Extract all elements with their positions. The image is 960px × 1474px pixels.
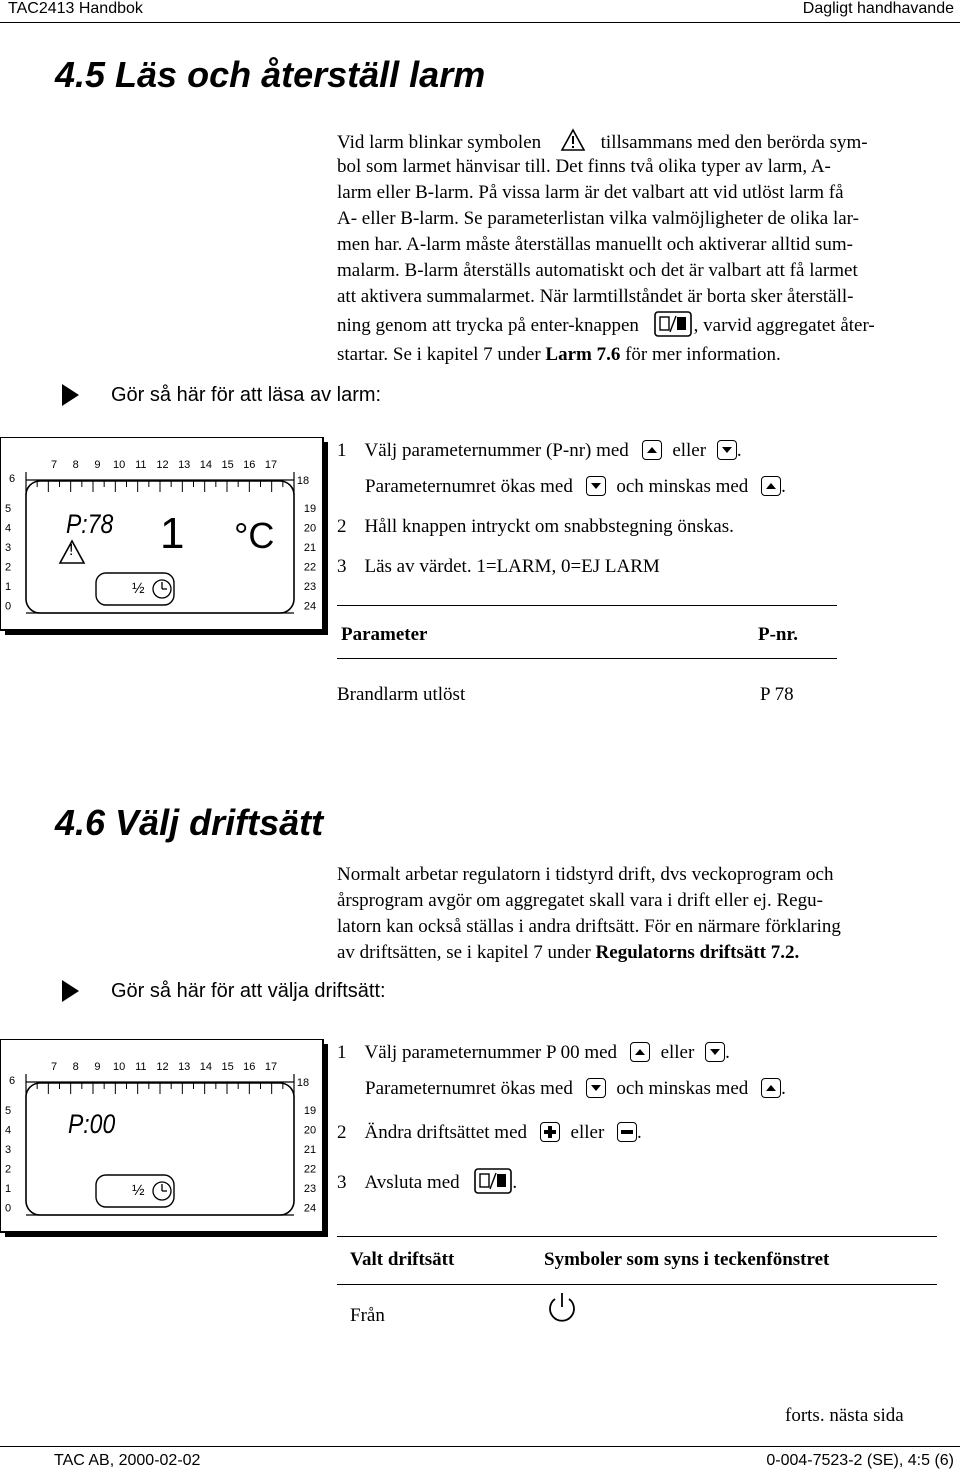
doc-footer-left: TAC AB, 2000-02-02 [54,1452,201,1469]
doc-footer-right: 0-004-7523-2 (SE), 4:5 (6) [766,1452,954,1469]
lcd-scale-label: 9 [94,1061,101,1073]
lcd-scale-label: 21 [303,1144,317,1156]
table-rule-mid [337,1284,937,1285]
table-cell: Brandlarm utlöst [337,684,466,705]
table-cell: Från [350,1305,385,1326]
continued-note: forts. nästa sida [785,1405,904,1426]
lcd-scale-label: 15 [221,459,234,471]
lcd-scale-label: 4 [4,1124,12,1137]
lcd-display-mode [0,1039,330,1239]
lcd-scale-label: 1 [4,581,12,593]
up-key-icon [642,440,662,460]
lcd-scale-label: 21 [303,542,317,554]
down-key-icon [717,440,737,460]
lcd-scale-label: 18 [296,475,310,487]
down-key-icon [705,1042,725,1062]
table-header-parameter: Parameter [341,624,428,645]
lcd-scale-label: 4 [4,522,12,535]
lcd-scale-label: 20 [303,1124,317,1137]
lcd-scale-label: 19 [303,1105,317,1117]
lcd-scale-label: 14 [199,459,213,471]
table-header-symbols: Symboler som syns i teckenfönstret [544,1249,830,1270]
plus-key-icon [540,1122,560,1142]
lcd-frame [0,1039,330,1239]
lcd-scale-label: 9 [94,459,101,471]
lcd-scale-label: 5 [4,1105,12,1117]
lcd-scale-label: 10 [112,459,126,471]
table-rule-top [337,1236,937,1237]
lcd-scale-label: 22 [303,1163,317,1176]
up-key-icon [630,1042,650,1062]
section-title-4-5: 4.5 Läs och återställ larm [55,54,486,95]
minus-key-icon [617,1122,637,1142]
doc-header-right: Dagligt handhavande [802,0,954,17]
lcd-scale-label: 12 [156,1061,169,1073]
footer-rule [0,1446,960,1447]
lcd-scale-label: 0 [4,600,12,613]
lcd-half: ½ [132,580,145,597]
lcd-scale-label: 17 [264,1061,278,1073]
table-header-pnr: P-nr. [758,624,798,645]
lcd-scale-label: 7 [50,1061,58,1073]
enter-key-icon [474,1168,512,1194]
lcd-scale-label: 3 [4,1144,12,1156]
lcd-scale-label: 8 [72,1061,79,1073]
lead-read-alarm: Gör så här för att läsa av larm: [111,384,382,406]
warning-icon [560,128,586,152]
lcd-scale-label: 24 [303,600,317,613]
lcd-scale-label: 6 [8,1075,16,1087]
enter-key-icon [654,311,692,337]
header-rule [0,22,960,23]
lcd-alarm-mark: ! [69,542,74,559]
lcd-scale-label: 3 [4,542,12,554]
lcd-scale-label: 6 [8,473,16,485]
lcd-scale-label: 2 [4,1163,12,1176]
lcd-scale-label: 16 [243,459,256,471]
lcd-value: 1 [160,509,185,558]
lcd-scale-label: 13 [178,459,191,471]
lcd-scale-label: 11 [135,459,147,471]
lcd-scale-label: 7 [50,459,58,471]
lcd-param-number: P:78 [66,509,114,539]
lcd-scale-label: 5 [4,503,12,515]
lcd-scale-label: 18 [296,1077,310,1089]
lcd-display-alarm [0,437,330,637]
lcd-scale-label: 11 [135,1061,147,1073]
table-header-mode: Valt driftsätt [350,1249,455,1270]
alarm-description: Vid larm blinkar symbolen tillsammans med den berörda sym- bol som larmet hänvisar till. Det finns två olika typer av larm, A- larm eller B-larm. På vissa larm är det valbart att vid utlöst larm få A- eller B-larm. Se parameterlistan vilka valmöjligheter de olika lar- men har. A-larm måste återställas manuellt och aktiverar alltid sum- malarm. B-larm återställs automatiskt och det är valbart att få larmet att aktivera summalarmet. När larmtillståndet är borta sker återställ- ning genom att trycka på enter-knappen , varvid aggregatet åter- startar. Se i kapitel 7 under Larm 7.6 för mer information. [337,128,955,368]
lcd-scale-label: 13 [178,1061,191,1073]
lcd-scale-label: 8 [72,459,79,471]
lcd-scale-label: 1 [4,1183,12,1195]
lcd-unit: °C [234,515,275,556]
up-key-icon [761,476,781,496]
lcd-scale-label: 22 [303,561,317,574]
lcd-scale-label: 14 [199,1061,213,1073]
lcd-scale-label: 23 [303,1183,317,1195]
doc-header-left: TAC2413 Handbok [8,0,143,17]
arrow-bullet-icon [62,980,79,1002]
steps-read-alarm: 1 Välj parameternummer (P-nr) med eller . Parameternumret ökas med och minskas med . 2 Håll knappen intryckt om snabbstegning önskas. 3 Läs av värdet. 1=LARM, 0=EJ LARM [337,440,786,577]
down-key-icon [586,1078,606,1098]
lcd-scale-label: 10 [112,1061,126,1073]
lcd-scale-label: 24 [303,1202,317,1215]
arrow-bullet-icon [62,384,79,406]
lcd-scale-label: 15 [221,1061,234,1073]
lcd-scale-label: 17 [264,459,278,471]
lcd-scale-label: 23 [303,581,317,593]
lcd-scale-label: 20 [303,522,317,535]
table-cell: P 78 [760,684,794,705]
lcd-param-number: P:00 [68,1109,116,1139]
table-rule-mid [337,658,837,659]
lcd-scale-label: 16 [243,1061,256,1073]
lcd-scale-label: 0 [4,1202,12,1215]
lcd-scale-label: 2 [4,561,12,574]
table-rule-top [337,605,837,606]
lcd-half: ½ [132,1182,145,1199]
section-title-4-6: 4.6 Välj driftsätt [55,802,324,843]
power-icon [544,1290,580,1326]
lcd-scale-label: 19 [303,503,317,515]
operating-mode-description: Normalt arbetar regulatorn i tidstyrd drift, dvs veckoprogram och årsprogram avgör om aggregatet skall vara i drift eller ej. Regu- latorn kan också ställas i andra driftsätt. För en närmare förklaring av driftsätten, se i kapitel 7 under Regulatorns driftsätt 7.2. [337,864,841,963]
down-key-icon [586,476,606,496]
steps-select-mode: 1 Välj parameternummer P 00 med eller . Parameternumret ökas med och minskas med . 2 Ändra driftsättet med eller . 3 Avsluta med . [337,1042,786,1193]
lead-select-mode: Gör så här för att välja driftsätt: [111,980,386,1002]
lcd-scale-label: 12 [156,459,169,471]
up-key-icon [761,1078,781,1098]
